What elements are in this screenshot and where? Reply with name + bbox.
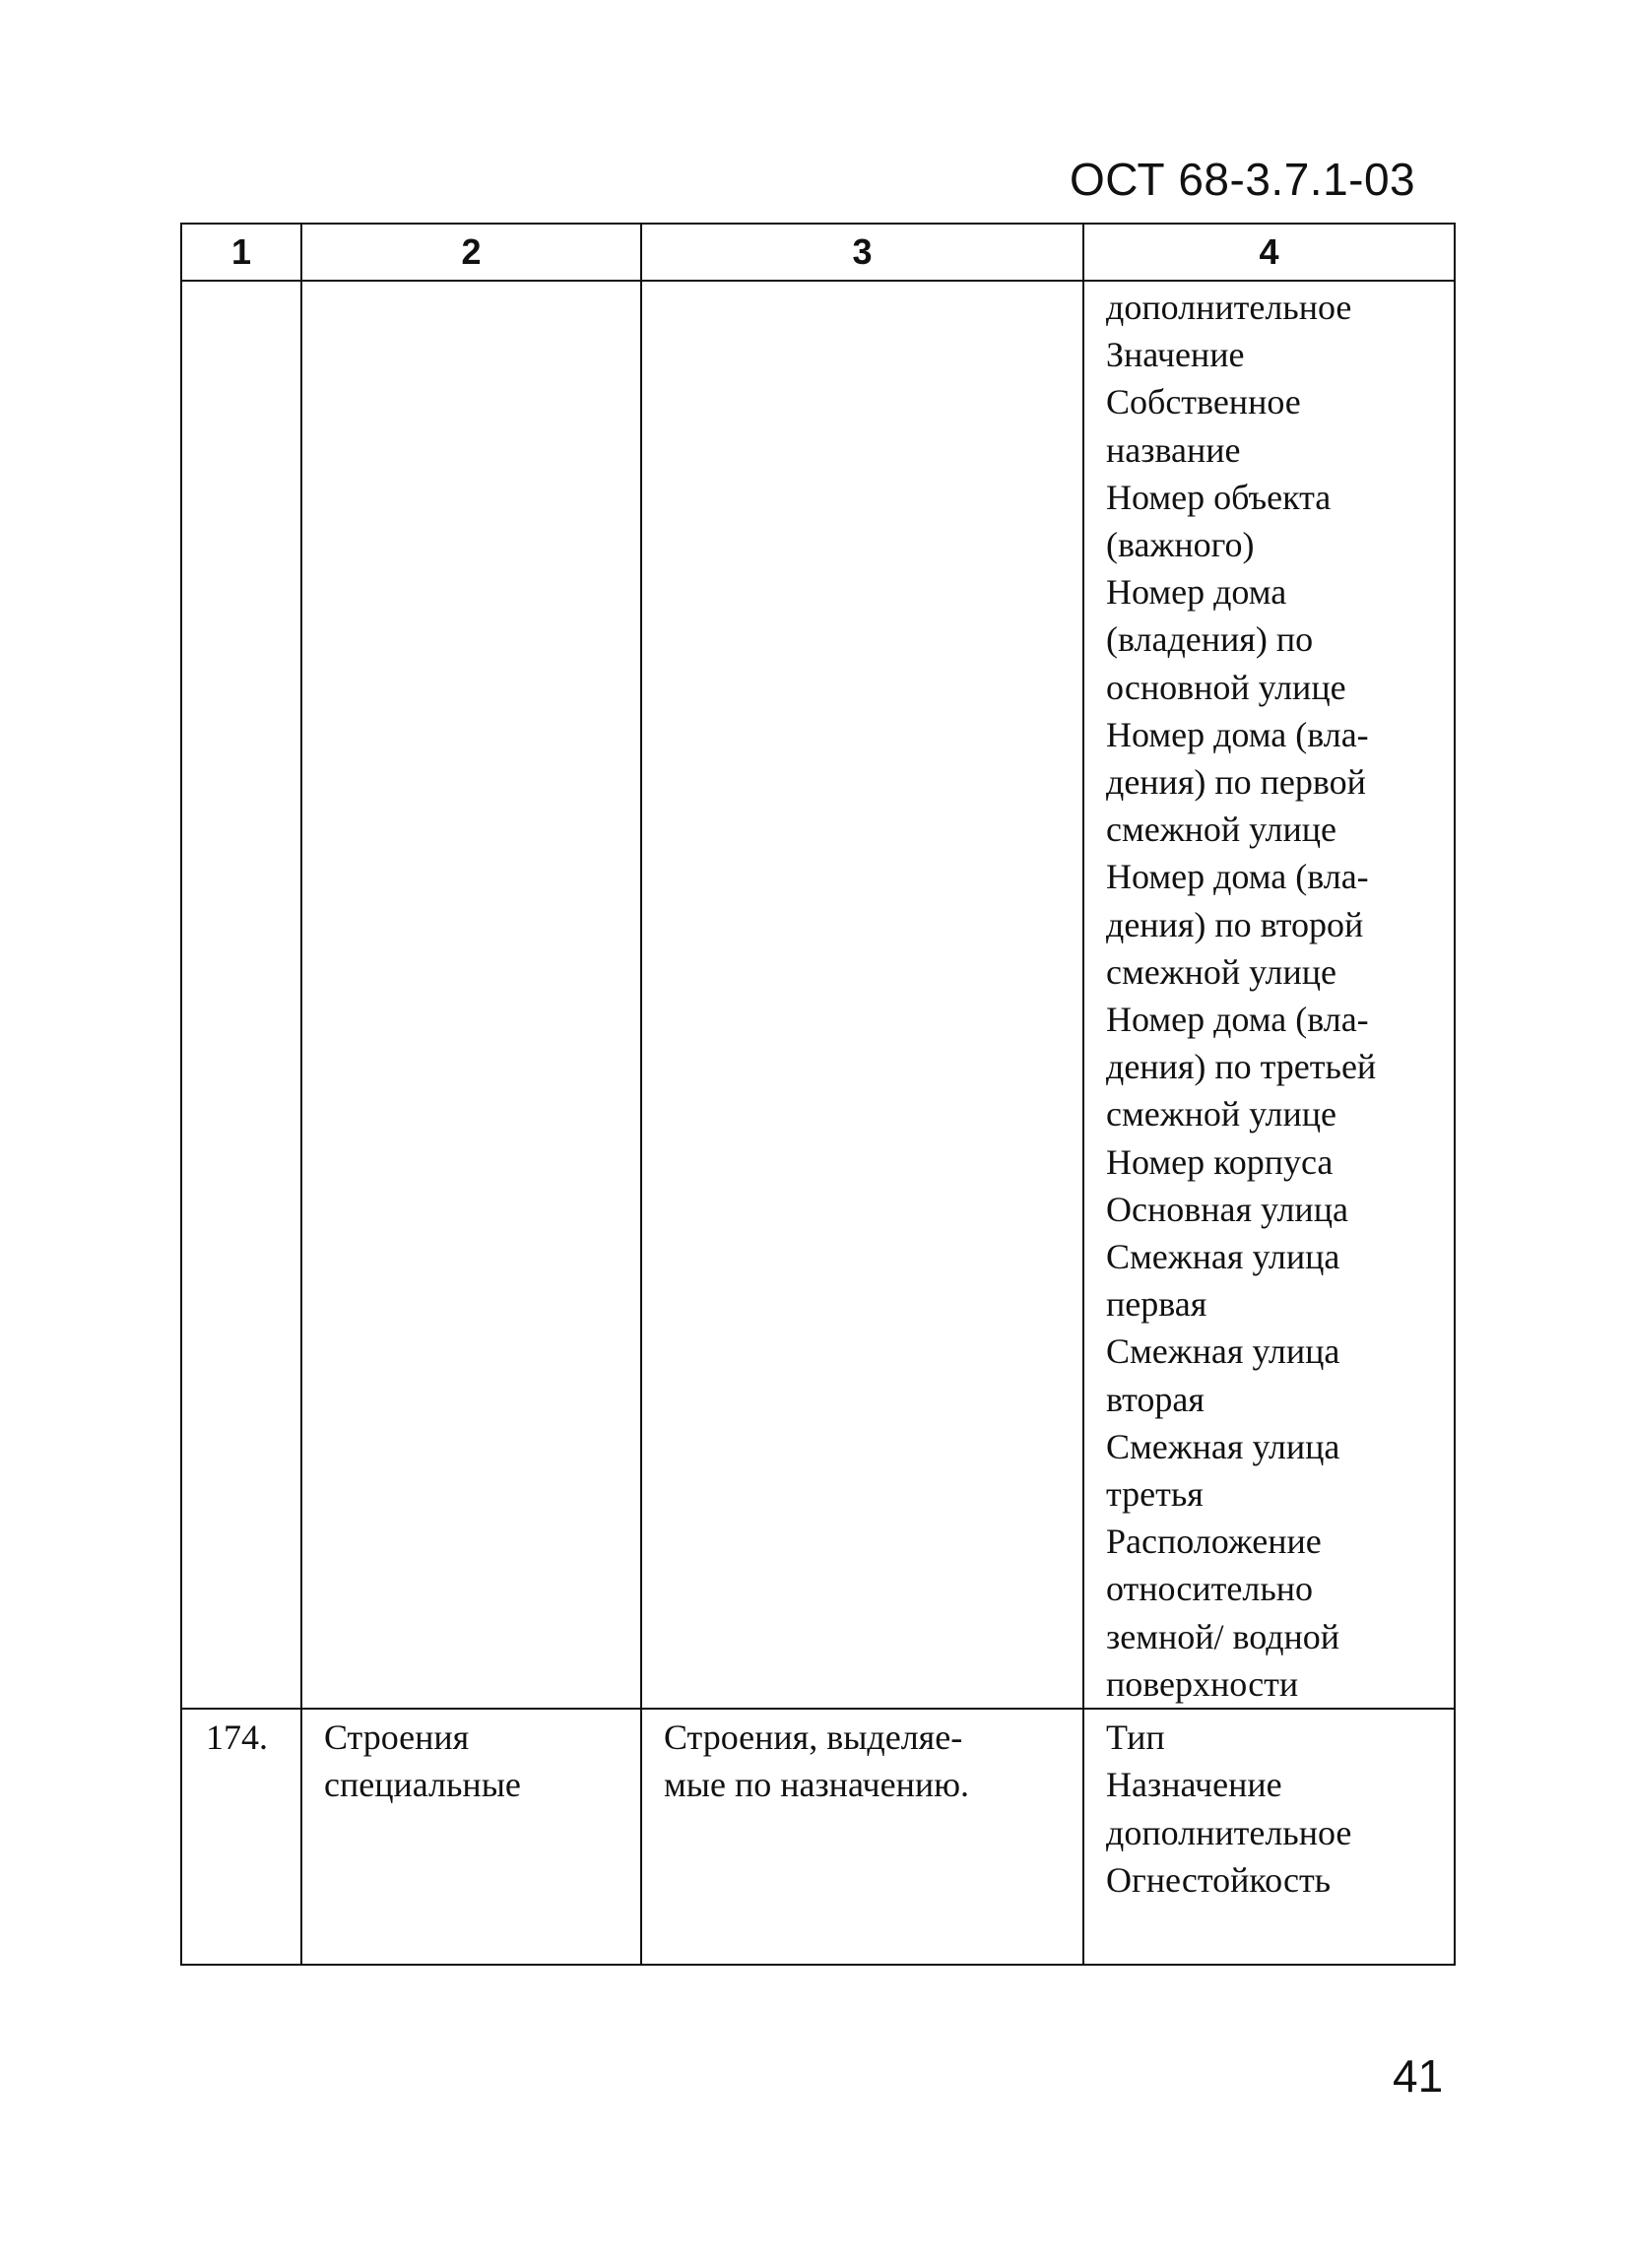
cell-text-line: мые по назначению. xyxy=(664,1765,969,1805)
object-description-cell xyxy=(641,1709,1083,1965)
cell-text-line: смежной улице xyxy=(1106,810,1337,850)
cell-text-line: (важного) xyxy=(1106,525,1255,565)
column-header-1: 1 xyxy=(181,224,301,281)
cell-text-line: Основная улица xyxy=(1106,1189,1348,1229)
cell-text-line: Собственное xyxy=(1106,382,1301,422)
cell-text-line: дополнительное xyxy=(1106,288,1352,327)
object-description-cell xyxy=(641,281,1083,1709)
cell-text-line: Номер дома (вла- xyxy=(1106,714,1369,754)
cell-text-line: Смежная улица xyxy=(1106,1331,1340,1372)
cell-text-line: третья xyxy=(1106,1474,1204,1515)
cell-text-line: Номер дома (вла- xyxy=(1106,857,1369,897)
document-code: ОСТ 68-3.7.1-03 xyxy=(1070,154,1416,205)
cell-text-line: основной улице xyxy=(1106,667,1346,707)
cell-text-line: название xyxy=(1106,429,1241,470)
cell-text-line: Тип xyxy=(1106,1717,1165,1758)
cell-text-line: вторая xyxy=(1106,1379,1205,1419)
table-row xyxy=(181,281,1455,1709)
cell-text-line: дения) по второй xyxy=(1106,904,1364,944)
column-header-4: 4 xyxy=(1083,224,1455,281)
cell-text-line: поверхности xyxy=(1106,1663,1299,1704)
attributes-cell xyxy=(1083,1709,1455,1965)
cell-text-line: Номер дома (вла- xyxy=(1106,1000,1369,1040)
table-header-row xyxy=(181,224,1455,281)
cell-text-line: Смежная улица xyxy=(1106,1426,1340,1466)
object-name-cell xyxy=(301,281,641,1709)
cell-text-line: относительно xyxy=(1106,1569,1314,1609)
cell-text-line: Строения, выделяе- xyxy=(664,1717,963,1758)
cell-text-line: земной/ водной xyxy=(1106,1616,1340,1656)
cell-text-line: Номер объекта xyxy=(1106,477,1332,517)
cell-text-line: Значение xyxy=(1106,335,1245,375)
cell-text-line: Номер корпуса xyxy=(1106,1141,1334,1182)
column-header-2: 2 xyxy=(301,224,641,281)
cell-text-line: Огнестойкость xyxy=(1106,1859,1332,1900)
attribute-table xyxy=(180,223,1456,1966)
row-number-cell xyxy=(181,281,301,1709)
cell-text-line: дения) по третьей xyxy=(1106,1047,1377,1087)
cell-text-line: первая xyxy=(1106,1284,1207,1325)
row-number-cell xyxy=(181,1709,301,1965)
cell-text-line: Смежная улица xyxy=(1106,1237,1340,1277)
cell-text-line: Расположение xyxy=(1106,1522,1322,1562)
cell-text-line: Строения xyxy=(324,1717,470,1758)
cell-text-line: смежной улице xyxy=(1106,951,1337,992)
cell-text-line: (владения) по xyxy=(1106,619,1314,660)
attributes-cell xyxy=(1083,281,1455,1709)
cell-text-line: дополнительное xyxy=(1106,1812,1352,1852)
cell-text-line: специальные xyxy=(324,1765,521,1805)
cell-text-line: 174. xyxy=(206,1717,268,1758)
table-row xyxy=(181,1709,1455,1965)
cell-text-line: смежной улице xyxy=(1106,1094,1337,1134)
cell-text-line: дения) по первой xyxy=(1106,762,1366,803)
object-name-cell xyxy=(301,1709,641,1965)
cell-text-line: Назначение xyxy=(1106,1765,1282,1805)
column-header-3: 3 xyxy=(641,224,1083,281)
page-number: 41 xyxy=(1393,2050,1444,2102)
cell-text-line: Номер дома xyxy=(1106,572,1287,613)
